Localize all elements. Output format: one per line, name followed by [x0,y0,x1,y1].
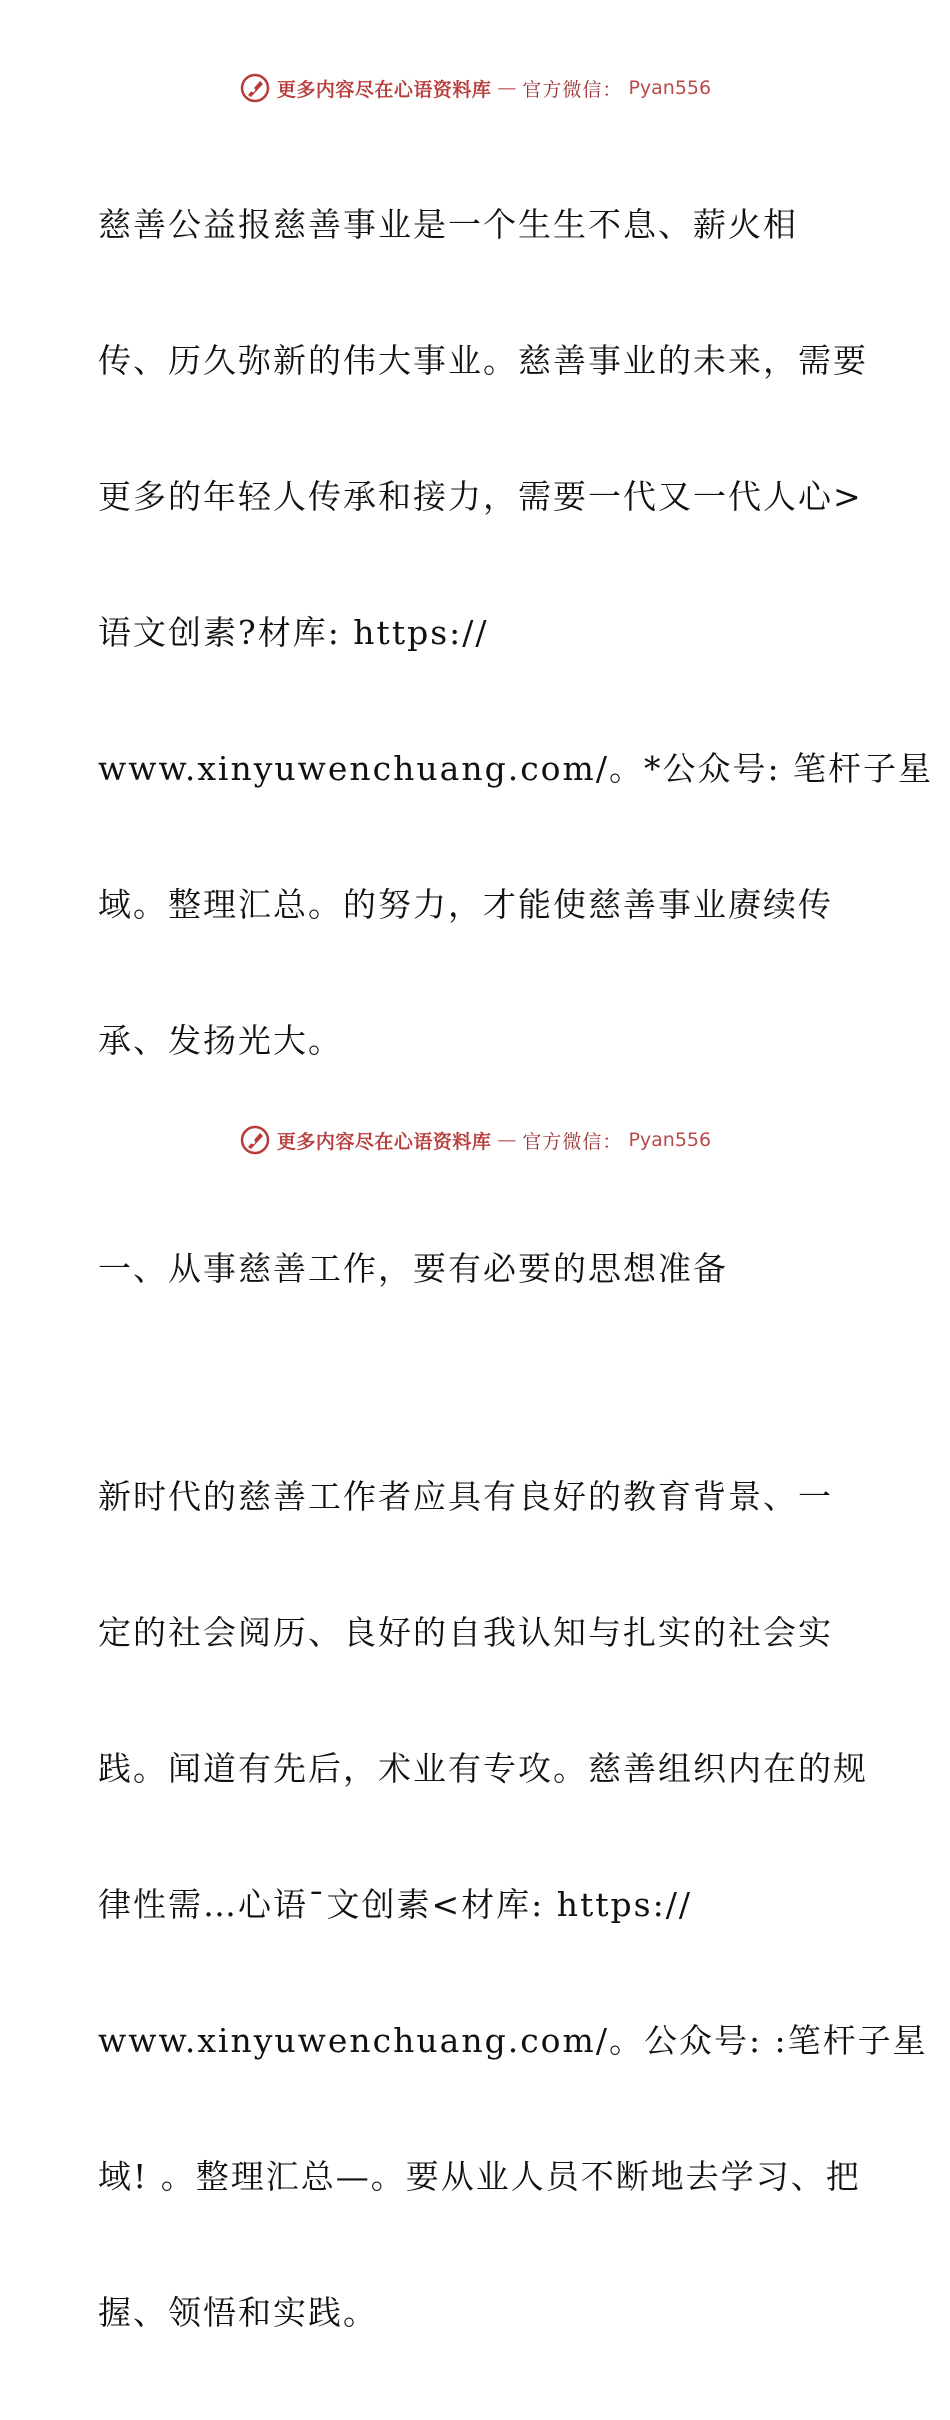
banner-wechat-id: Pyan556 [628,1129,712,1151]
text-line: 语文创素?材库: https:// [98,613,489,652]
banner-dash: — [497,1129,517,1151]
text-line: 域。整理汇总。的努力，才能使慈善事业赓续传 [98,885,833,924]
pen-circle-icon [239,1124,271,1156]
paragraph-body [98,1390,928,2420]
document-body [98,118,934,2420]
banner-brand: 更多内容尽在心语资料库 [276,1130,492,1153]
text-line: 定的社会阅历、良好的自我认知与扎实的社会实 [98,1613,833,1652]
banner-wechat-id: Pyan556 [628,77,712,99]
text-line: 域! 。整理汇总—。要从业人员不断地去学习、把 [98,2157,861,2196]
text-line: 更多的年轻人传承和接力，需要一代又一代人心> [98,477,863,516]
banner-official-label: 官方微信： [522,78,623,101]
banner-dash: — [497,77,517,99]
header-banner [0,72,950,104]
text-line: www.xinyuwenchuang.com/。*公众号: 笔杆子星 [98,749,934,788]
text-line: 握、领悟和实践。 [98,2293,378,2332]
text-line: 践。闻道有先后，术业有专攻。慈善组织内在的规 [98,1749,868,1788]
text-line: 承、发扬光大。 [98,1021,343,1060]
heading-line: 一、从事慈善工作，要有必要的思想准备 [98,1249,728,1288]
text-line: 新时代的慈善工作者应具有良好的教育背景、一 [98,1477,833,1516]
pen-circle-icon [239,72,271,104]
banner-brand: 更多内容尽在心语资料库 [276,78,492,101]
banner-official-label: 官方微信： [522,1130,623,1153]
text-line: 慈善公益报慈善事业是一个生生不息、薪火相 [98,205,798,244]
paragraph-intro [98,118,934,1148]
section-heading [98,1162,858,1376]
text-line: 传、历久弥新的伟大事业。慈善事业的未来，需要 [98,341,868,380]
footer-banner [0,1124,950,1156]
text-line: 律性需…心语¯文创素<材库: https:// [98,1885,692,1924]
text-line: www.xinyuwenchuang.com/。公众号: :笔杆子星 [98,2021,928,2060]
